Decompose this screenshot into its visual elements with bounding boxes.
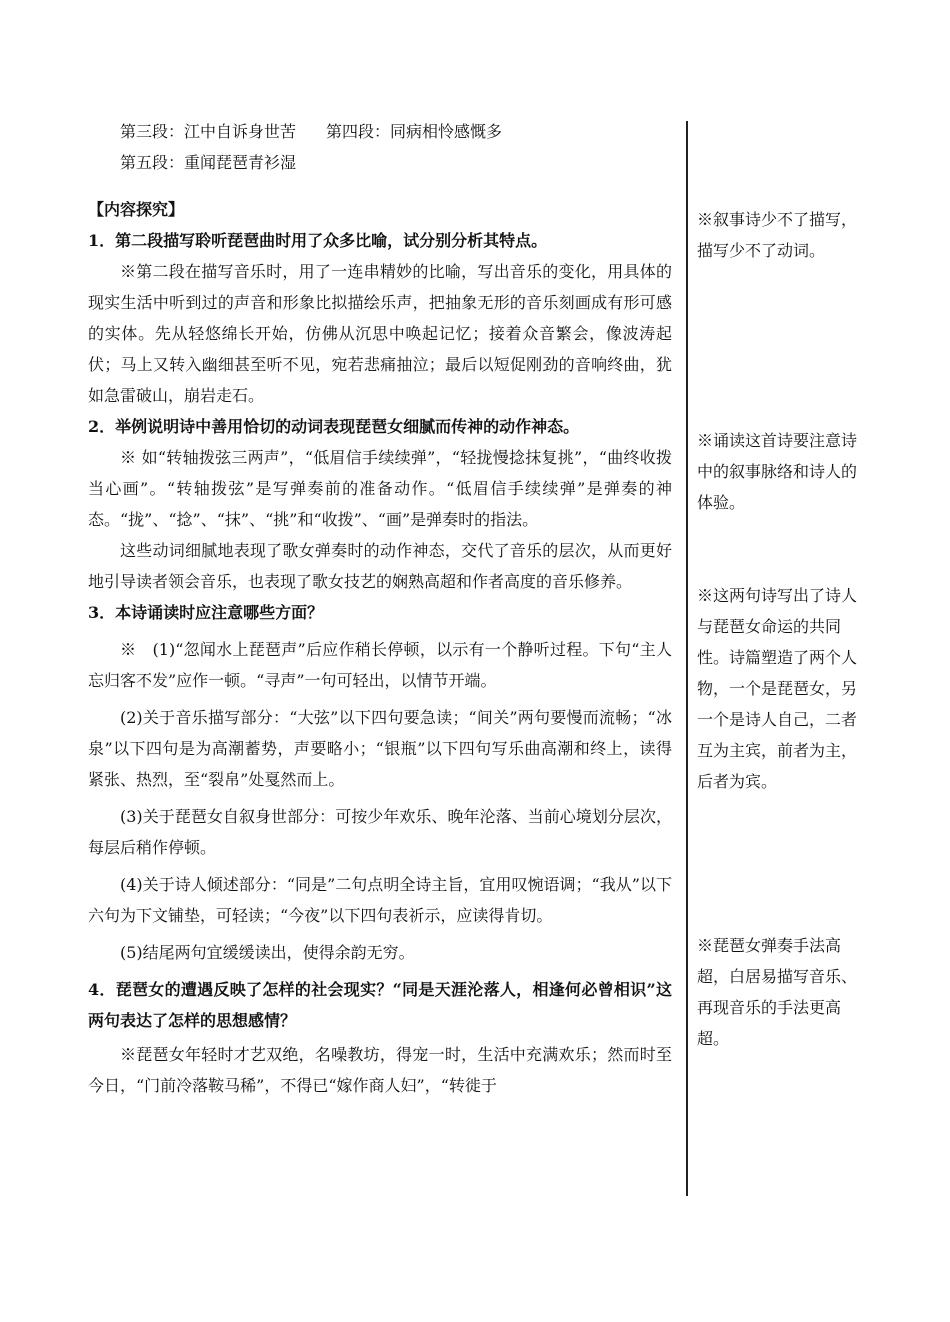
outline-section-4: 第四段：同病相怜感慨多 [326,122,503,141]
column-divider [686,121,688,1196]
answer-3-item-4: (4)关于诗人倾述部分：“同是”二句点明全诗主旨，宜用叹惋语调；“我从”以下六句为下文铺垫，可轻读；“今夜”以下四句表祈示，应读得肯切。 [88,875,672,925]
main-column [88,116,672,1101]
section-title: 【内容探究】 [88,200,185,219]
answer-3-item-2: (2)关于音乐描写部分：“大弦”以下四句要急读；“间关”两句要慢而流畅；“冰泉”以下四句是为高潮蓄势，声要略小；“银瓶”以下四句写乐曲高潮和终上，读得紧张、热烈，至“裂帛”处戛然而上。 [88,708,672,789]
answer-2-part-1: ※ 如“转轴拨弦三两声”，“低眉信手续续弹”，“轻拢慢捻抹复挑”，“曲终收拨当心画”。“转轴拨弦”是写弹奏前的准备动作。“低眉信手续续弹”是弹奏的神态。“拢”、“捻”、“抹”、“挑”和“收拨”、“画”是弹奏时的指法。 [88,448,672,529]
sidebar-note-3: ※这两句诗写出了诗人与琵琶女命运的共同性。诗篇塑造了两个人物，一个是琵琶女，另一个是诗人自己，二者互为主宾，前者为主，后者为宾。 [697,586,858,791]
question-2: 2．举例说明诗中善用恰切的动词表现琵琶女细腻而传神的动作神态。 [88,417,580,436]
answer-3-item-3: (3)关于琵琶女自叙身世部分：可按少年欢乐、晚年沦落、当前心境划分层次，每层后稍作停顿。 [88,807,672,857]
outline-section-3: 第三段：江中自诉身世苦 [120,122,297,141]
answer-2-part-2: 这些动词细腻地表现了歌女弹奏时的动作神态，交代了音乐的层次，从而更好地引导读者领会音乐，也表现了歌女技艺的娴熟高超和作者高度的音乐修养。 [88,541,672,591]
question-1: 1．第二段描写聆听琵琶曲时用了众多比喻，试分别分析其特点。 [88,231,548,250]
answer-4: ※琵琶女年轻时才艺双绝，名噪教坊，得宠一时，生活中充满欢乐；然而时至今日，“门前冷落鞍马稀”，不得已“嫁作商人妇”，“转徙于 [88,1045,672,1095]
answer-3-item-5: (5)结尾两句宜缓缓读出，使得余韵无穷。 [120,943,415,962]
outline-line-1 [88,116,672,147]
outline-section-5: 第五段：重闻琵琶青衫湿 [120,153,297,172]
answer-1: ※第二段在描写音乐时，用了一连串精妙的比喻，写出音乐的变化，用具体的现实生活中听到过的声音和形象比拟描绘乐声，把抽象无形的音乐刻画成有形可感的实体。先从轻悠绵长开始，仿佛从沉思中唤起记忆；接着众音繁会，像波涛起伏；马上又转入幽细甚至听不见，宛若悲痛抽泣；最后以短促刚劲的音响终曲，犹如急雷破山，崩岩走石。 [88,262,672,405]
question-3: 3．本诗诵读时应注意哪些方面？ [88,603,324,622]
answer-3-item-1: ※ (1)“忽闻水上琵琶声”后应作稍长停顿，以示有一个静听过程。下句“主人忘归客不发”应作一顿。“寻声”一句可轻出，以情节开端。 [88,640,672,690]
sidebar-note-2: ※诵读这首诗要注意诗中的叙事脉络和诗人的体验。 [697,431,858,512]
sidebar-note-4: ※琵琶女弹奏手法高超，白居易描写音乐、再现音乐的手法更高超。 [697,936,858,1048]
question-4: 4．琵琶女的遭遇反映了怎样的社会现实？“同是天涯沦落人，相逢何必曾相识”这两句表达了怎样的思想感情？ [88,980,672,1030]
sidebar-note-1: ※叙事诗少不了描写，描写少不了动词。 [697,210,858,260]
